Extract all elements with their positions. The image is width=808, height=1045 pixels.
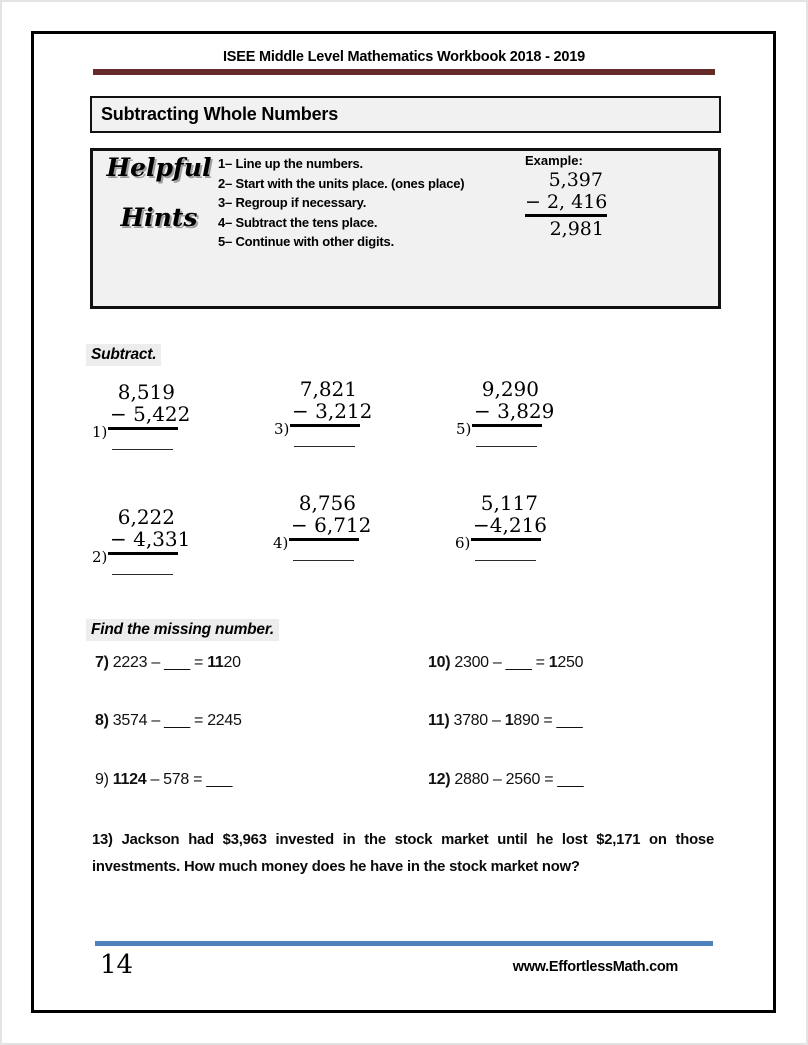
subtract-heading: Subtract. [86, 344, 161, 366]
subtract-problem-1 [92, 381, 202, 461]
footer-website: www.EffortlessMath.com [512, 959, 678, 975]
problem-number: 6) [455, 534, 471, 552]
answer-blank-line [112, 449, 173, 450]
missing-problem-7: 7) 2223 – ___ = 1120 [95, 654, 241, 671]
minuend: 8,756 [298, 491, 356, 515]
problem-number: 2) [92, 548, 108, 566]
section-title-box [90, 96, 721, 133]
minuend: 9,290 [481, 377, 539, 401]
subtract-problem-5 [456, 378, 566, 458]
section-title: Subtracting Whole Numbers [101, 104, 339, 124]
missing-problem-12: 12) 2880 – 2560 = ___ [428, 771, 584, 788]
problem-number: 5) [456, 420, 472, 438]
example-subtrahend: − 2, 416 [525, 191, 607, 217]
subtract-problem-6 [455, 492, 565, 572]
subtract-problem-2 [92, 506, 202, 586]
minuend: 6,222 [117, 505, 175, 529]
hint-step: 4– Subtract the tens place. [218, 214, 378, 230]
hint-step: 5– Continue with other digits. [218, 234, 395, 250]
footer-rule [95, 941, 713, 946]
minuend: 5,117 [480, 491, 538, 515]
problem-number: 1) [92, 423, 108, 441]
answer-blank-line [475, 560, 536, 561]
page-number: 14 [100, 950, 134, 980]
running-header: ISEE Middle Level Mathematics Workbook 2018 - 2019 [222, 49, 586, 65]
subtrahend: − 6,712 [289, 514, 359, 541]
hint-step: 2– Start with the units place. (ones place) [218, 175, 465, 191]
answer-blank-line [293, 560, 354, 561]
word-problem-13: 13) Jackson had $3,963 invested in the stock market until he lost $2,171 on those investments. How much money does he have in the stock market now? [92, 832, 714, 875]
missing-problem-9: 9) 1124 – 578 = ___ [95, 771, 233, 788]
hint-step: 3– Regroup if necessary. [218, 195, 367, 211]
hint-steps-list [218, 154, 464, 252]
hints-label-helpful: Helpful [106, 153, 212, 182]
example-label: Example: [525, 153, 583, 168]
example-block [525, 153, 607, 240]
helpful-hints-panel [90, 148, 721, 309]
subtrahend: − 3,212 [290, 400, 360, 427]
header-rule [93, 69, 715, 75]
subtract-problem-4 [273, 492, 383, 572]
missing-number-heading: Find the missing number. [86, 619, 279, 641]
answer-blank-line [294, 446, 355, 447]
answer-blank-line [112, 574, 173, 575]
example-result: 2,981 [549, 218, 604, 240]
problem-number: 3) [274, 420, 290, 438]
missing-problem-8: 8) 3574 – ___ = 2245 [95, 712, 242, 729]
subtrahend: − 5,422 [108, 403, 178, 430]
subtrahend: − 3,829 [472, 400, 542, 427]
problem-number: 4) [273, 534, 289, 552]
minuend: 7,821 [299, 377, 357, 401]
subtract-problem-3 [274, 378, 384, 458]
subtrahend: − 4,331 [108, 528, 178, 555]
minuend: 8,519 [117, 380, 175, 404]
answer-blank-line [476, 446, 537, 447]
subtrahend: −4,216 [471, 514, 541, 541]
hint-step: 1– Line up the numbers. [218, 156, 363, 171]
hints-label-hints: Hints [120, 203, 198, 232]
example-minuend: 5,397 [548, 169, 603, 191]
missing-problem-11: 11) 3780 – 1890 = ___ [428, 712, 583, 729]
missing-problem-10: 10) 2300 – ___ = 1250 [428, 654, 584, 671]
